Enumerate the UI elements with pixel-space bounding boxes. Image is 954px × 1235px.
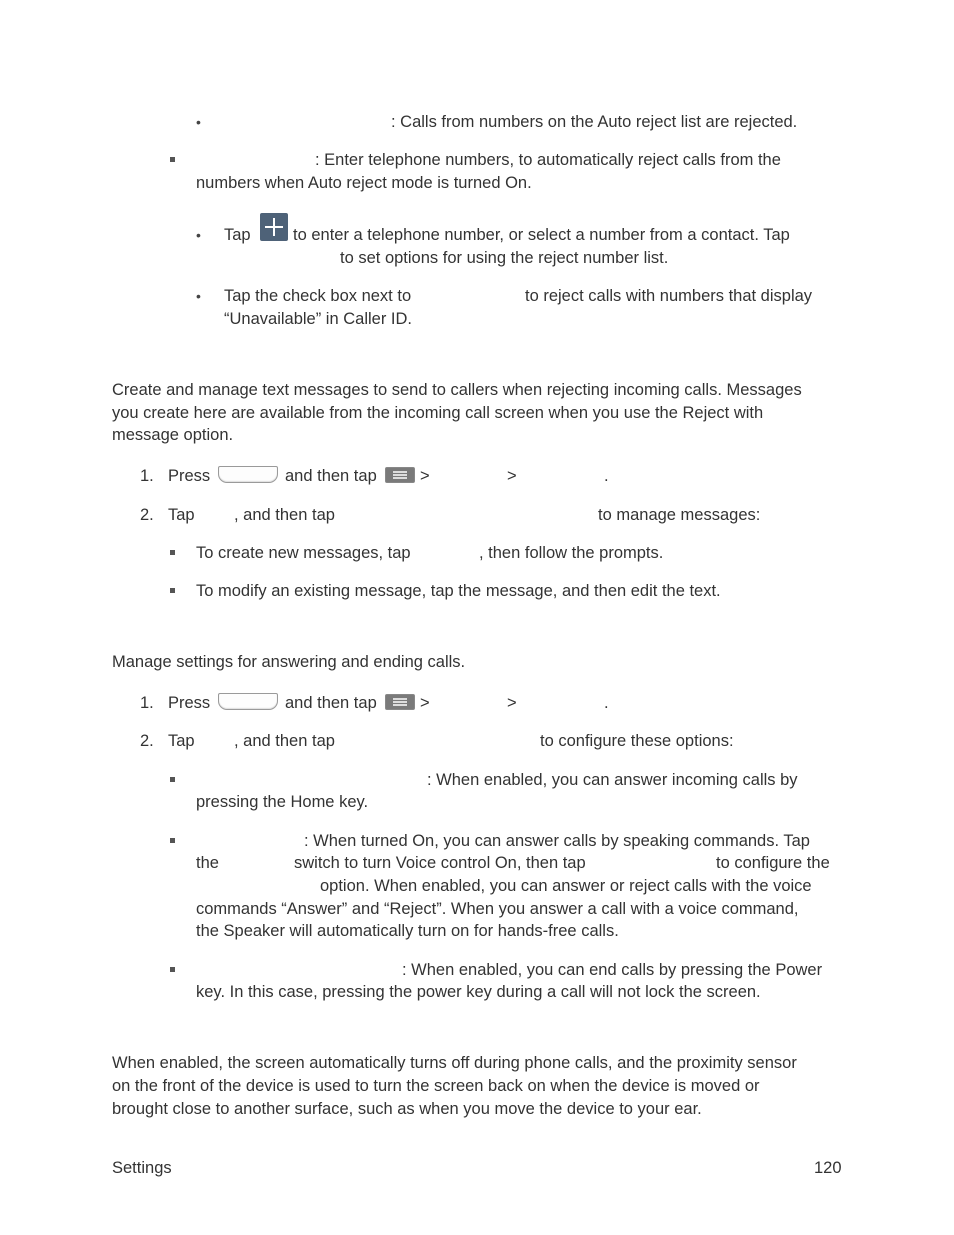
add-plus-icon — [260, 213, 288, 241]
square-bullet — [170, 838, 175, 843]
step2-then-tap: , and then tap — [234, 732, 335, 750]
unknown-checkbox-desc-b: to reject calls with numbers that display — [525, 287, 813, 305]
proximity-para-line2: on the front of the device is used to turn the screen back on when the device is moved or — [112, 1077, 760, 1095]
create-message-a: To create new messages, tap — [196, 544, 411, 562]
voice-control-line5: the Speaker will automatically turn on for hands-free calls. — [196, 922, 619, 940]
voice-control-line2a: the — [196, 854, 219, 872]
bullet-dot: • — [196, 114, 201, 130]
reject-messages-para-line3: message option. — [112, 426, 234, 444]
home-answer-desc-line2: pressing the Home key. — [196, 793, 369, 811]
reject-list-desc-line1: : Enter telephone numbers, to automatically reject calls from the — [315, 151, 781, 169]
unknown-checkbox-desc-a: Tap the check box next to — [224, 287, 412, 305]
power-end-line1: : When enabled, you can end calls by pressing the Power — [402, 961, 823, 979]
page-number: 120 — [814, 1159, 842, 1177]
modify-message: To modify an existing message, tap the message, and then edit the text. — [196, 582, 721, 600]
square-bullet — [170, 777, 175, 782]
step1-period: . — [604, 467, 609, 485]
add-number-desc-line1: to enter a telephone number, or select a number from a contact. Tap — [293, 226, 790, 244]
gt-separator: > — [420, 694, 430, 712]
square-bullet — [170, 157, 175, 162]
auto-reject-desc: : Calls from numbers on the Auto reject list are rejected. — [391, 113, 798, 131]
step2-then-tap: , and then tap — [234, 506, 335, 524]
step1-press: Press — [168, 467, 211, 485]
home-key-icon — [218, 692, 278, 715]
power-end-line2: key. In this case, pressing the power key during a call will not lock the screen. — [196, 983, 761, 1001]
footer-section: Settings — [112, 1159, 172, 1177]
gt-separator: > — [420, 467, 430, 485]
gt-separator: > — [507, 467, 517, 485]
step1-press: Press — [168, 694, 211, 712]
reject-messages-para-line1: Create and manage text messages to send to callers when rejecting incoming calls. Messages — [112, 381, 802, 399]
home-key-icon — [218, 465, 278, 488]
bullet-dot: • — [196, 288, 201, 304]
voice-control-line2c: to configure the — [716, 854, 830, 872]
step-number: 2. — [140, 732, 154, 750]
voice-control-line1: : When turned On, you can answer calls by speaking commands. Tap — [304, 832, 810, 850]
bullet-dot: • — [196, 227, 201, 243]
step1-period: . — [604, 694, 609, 712]
reject-list-desc-line2: numbers when Auto reject mode is turned On. — [196, 174, 532, 192]
square-bullet — [170, 550, 175, 555]
proximity-para-line3: brought close to another surface, such as when you move the device to your ear. — [112, 1100, 702, 1118]
unknown-checkbox-desc-line2: “Unavailable” in Caller ID. — [224, 310, 412, 328]
step2-end: to configure these options: — [540, 732, 734, 750]
tap-word: Tap — [224, 226, 251, 244]
square-bullet — [170, 588, 175, 593]
step1-then-tap: and then tap — [285, 467, 377, 485]
menu-key-icon — [385, 692, 415, 715]
home-answer-desc-line1: : When enabled, you can answer incoming calls by — [427, 771, 798, 789]
voice-control-line2b: switch to turn Voice control On, then tap — [294, 854, 586, 872]
step-number: 1. — [140, 467, 154, 485]
step1-then-tap: and then tap — [285, 694, 377, 712]
add-number-desc-line2: to set options for using the reject number list. — [340, 249, 669, 267]
menu-key-icon — [385, 465, 415, 488]
voice-control-line3: option. When enabled, you can answer or reject calls with the voice — [320, 877, 812, 895]
square-bullet — [170, 967, 175, 972]
step2-end: to manage messages: — [598, 506, 761, 524]
step-number: 2. — [140, 506, 154, 524]
step2-tap: Tap — [168, 506, 195, 524]
step-number: 1. — [140, 694, 154, 712]
step2-tap: Tap — [168, 732, 195, 750]
proximity-para-line1: When enabled, the screen automatically turns off during phone calls, and the proximity sensor — [112, 1054, 797, 1072]
create-message-b: , then follow the prompts. — [479, 544, 664, 562]
gt-separator: > — [507, 694, 517, 712]
reject-messages-para-line2: you create here are available from the incoming call screen when you use the Reject with — [112, 404, 764, 422]
answer-end-para: Manage settings for answering and ending calls. — [112, 653, 466, 671]
voice-control-line4: commands “Answer” and “Reject”. When you answer a call with a voice command, — [196, 900, 799, 918]
